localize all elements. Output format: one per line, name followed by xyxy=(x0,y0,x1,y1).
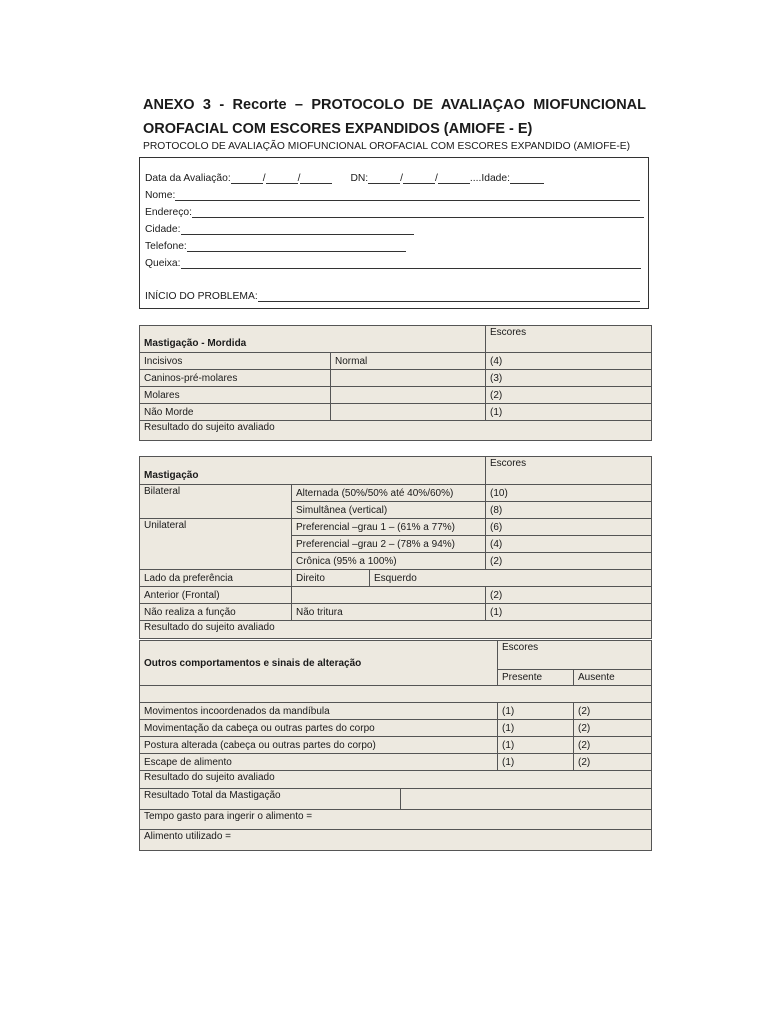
cidade-label: Cidade: xyxy=(145,224,181,235)
cidade-field[interactable] xyxy=(181,225,414,235)
queixa-field[interactable] xyxy=(181,259,641,269)
date-line: Data da Avaliação: / / DN: / / ....Idade: xyxy=(145,173,544,184)
mastigacao-result[interactable]: Resultado do sujeito avaliado xyxy=(140,621,652,639)
mordida-scores-header: Escores xyxy=(486,326,652,353)
pref2-option[interactable]: Preferencial –grau 2 – (78% a 94%) xyxy=(292,536,486,553)
telefone-line xyxy=(145,241,406,252)
row-label: Não Morde xyxy=(140,404,331,421)
nome-field[interactable] xyxy=(175,191,640,201)
cronica-option[interactable]: Crônica (95% a 100%) xyxy=(292,553,486,570)
dn-label: DN: xyxy=(350,173,369,184)
endereco-field[interactable] xyxy=(192,208,644,218)
table-row xyxy=(140,754,652,771)
date-day-field[interactable] xyxy=(231,174,263,184)
identification-box xyxy=(139,157,649,309)
anterior-score[interactable]: (2) xyxy=(486,587,652,604)
row-option[interactable] xyxy=(331,387,486,404)
outros-result[interactable]: Resultado do sujeito avaliado xyxy=(140,771,652,789)
document-subtitle: PROTOCOLO DE AVALIAÇÃO MIOFUNCIONAL OROFACIAL COM ESCORES EXPANDIDO (AMIOFE-E) xyxy=(143,141,631,152)
table-row xyxy=(140,404,652,421)
queixa-label: Queixa: xyxy=(145,258,181,269)
row-score[interactable]: (2) xyxy=(486,387,652,404)
alternada-score[interactable]: (10) xyxy=(486,485,652,502)
document-title-line2: OROFACIAL COM ESCORES EXPANDIDOS (AMIOFE - E) xyxy=(143,121,533,137)
ausente-header: Ausente xyxy=(574,670,652,686)
row-label: Postura alterada (cabeça ou outras partes do corpo) xyxy=(140,737,498,754)
telefone-field[interactable] xyxy=(187,242,406,252)
bilateral-label: Bilateral xyxy=(140,485,292,519)
row-label: Molares xyxy=(140,387,331,404)
mordida-table xyxy=(139,325,652,441)
date-month-field[interactable] xyxy=(266,174,298,184)
row-label: Movimentação da cabeça ou outras partes do corpo xyxy=(140,720,498,737)
outros-header: Outros comportamentos e sinais de alteração xyxy=(140,641,498,686)
cidade-line xyxy=(145,224,414,235)
nao-realiza-label: Não realiza a função xyxy=(140,604,292,621)
mastigacao-header: Mastigação xyxy=(140,457,486,485)
nome-label: Nome: xyxy=(145,190,176,201)
unilateral-label: Unilateral xyxy=(140,519,292,570)
queixa-line xyxy=(145,258,641,269)
direito-option[interactable]: Direito xyxy=(292,570,370,587)
lado-label: Lado da preferência xyxy=(140,570,292,587)
table-row xyxy=(140,720,652,737)
pref1-option[interactable]: Preferencial –grau 1 – (61% a 77%) xyxy=(292,519,486,536)
endereco-line xyxy=(145,207,644,218)
outros-table xyxy=(139,640,652,851)
date-year-field[interactable] xyxy=(300,174,332,184)
nao-tritura-option[interactable]: Não tritura xyxy=(292,604,486,621)
presente-header: Presente xyxy=(498,670,574,686)
idade-field[interactable] xyxy=(510,174,544,184)
row-option[interactable] xyxy=(331,404,486,421)
row-option[interactable]: Normal xyxy=(331,353,486,370)
endereco-label: Endereço: xyxy=(145,207,192,218)
row-presente[interactable]: (1) xyxy=(498,737,574,754)
table-row xyxy=(140,370,652,387)
row-label: Incisivos xyxy=(140,353,331,370)
dn-day-field[interactable] xyxy=(368,174,400,184)
simultanea-option[interactable]: Simultânea (vertical) xyxy=(292,502,486,519)
pref2-score[interactable]: (4) xyxy=(486,536,652,553)
inicio-label: INÍCIO DO PROBLEMA: xyxy=(145,291,258,302)
row-score[interactable]: (4) xyxy=(486,353,652,370)
simultanea-score[interactable]: (8) xyxy=(486,502,652,519)
table-row xyxy=(140,737,652,754)
table-row xyxy=(140,387,652,404)
outros-scores-header: Escores xyxy=(498,641,652,670)
inicio-line xyxy=(145,291,640,302)
table-row xyxy=(140,703,652,720)
anterior-label: Anterior (Frontal) xyxy=(140,587,292,604)
row-label: Caninos-pré-molares xyxy=(140,370,331,387)
row-presente[interactable]: (1) xyxy=(498,703,574,720)
dn-year-field[interactable] xyxy=(438,174,470,184)
row-ausente[interactable]: (2) xyxy=(574,720,652,737)
inicio-field[interactable] xyxy=(258,292,640,302)
row-score[interactable]: (1) xyxy=(486,404,652,421)
idade-label: ....Idade: xyxy=(469,173,510,184)
mordida-header: Mastigação - Mordida xyxy=(140,326,486,353)
row-ausente[interactable]: (2) xyxy=(574,737,652,754)
row-score[interactable]: (3) xyxy=(486,370,652,387)
dn-month-field[interactable] xyxy=(403,174,435,184)
row-presente[interactable]: (1) xyxy=(498,754,574,771)
mordida-result[interactable]: Resultado do sujeito avaliado xyxy=(140,421,652,441)
nome-line xyxy=(145,190,640,201)
telefone-label: Telefone: xyxy=(145,241,187,252)
row-label: Escape de alimento xyxy=(140,754,498,771)
mastigacao-scores-header: Escores xyxy=(486,457,652,485)
anterior-option[interactable] xyxy=(292,587,486,604)
tempo-field[interactable]: Tempo gasto para ingerir o alimento = xyxy=(140,810,652,830)
document-title-line1: ANEXO 3 - Recorte – PROTOCOLO DE AVALIAÇAO MIOFUNCIONAL xyxy=(143,97,646,113)
nao-realiza-score[interactable]: (1) xyxy=(486,604,652,621)
row-ausente[interactable]: (2) xyxy=(574,703,652,720)
pref1-score[interactable]: (6) xyxy=(486,519,652,536)
total-value[interactable] xyxy=(401,789,652,810)
esquerdo-option[interactable]: Esquerdo xyxy=(370,570,652,587)
alimento-field[interactable]: Alimento utilizado = xyxy=(140,830,652,851)
cronica-score[interactable]: (2) xyxy=(486,553,652,570)
data-avaliacao-label: Data da Avaliação: xyxy=(145,173,231,184)
row-presente[interactable]: (1) xyxy=(498,720,574,737)
row-label: Movimentos incoordenados da mandíbula xyxy=(140,703,498,720)
spacer-row xyxy=(140,686,652,703)
row-option[interactable] xyxy=(331,370,486,387)
alternada-option[interactable]: Alternada (50%/50% até 40%/60%) xyxy=(292,485,486,502)
total-label: Resultado Total da Mastigação xyxy=(140,789,401,810)
mastigacao-table xyxy=(139,456,652,639)
table-row xyxy=(140,353,652,370)
row-ausente[interactable]: (2) xyxy=(574,754,652,771)
